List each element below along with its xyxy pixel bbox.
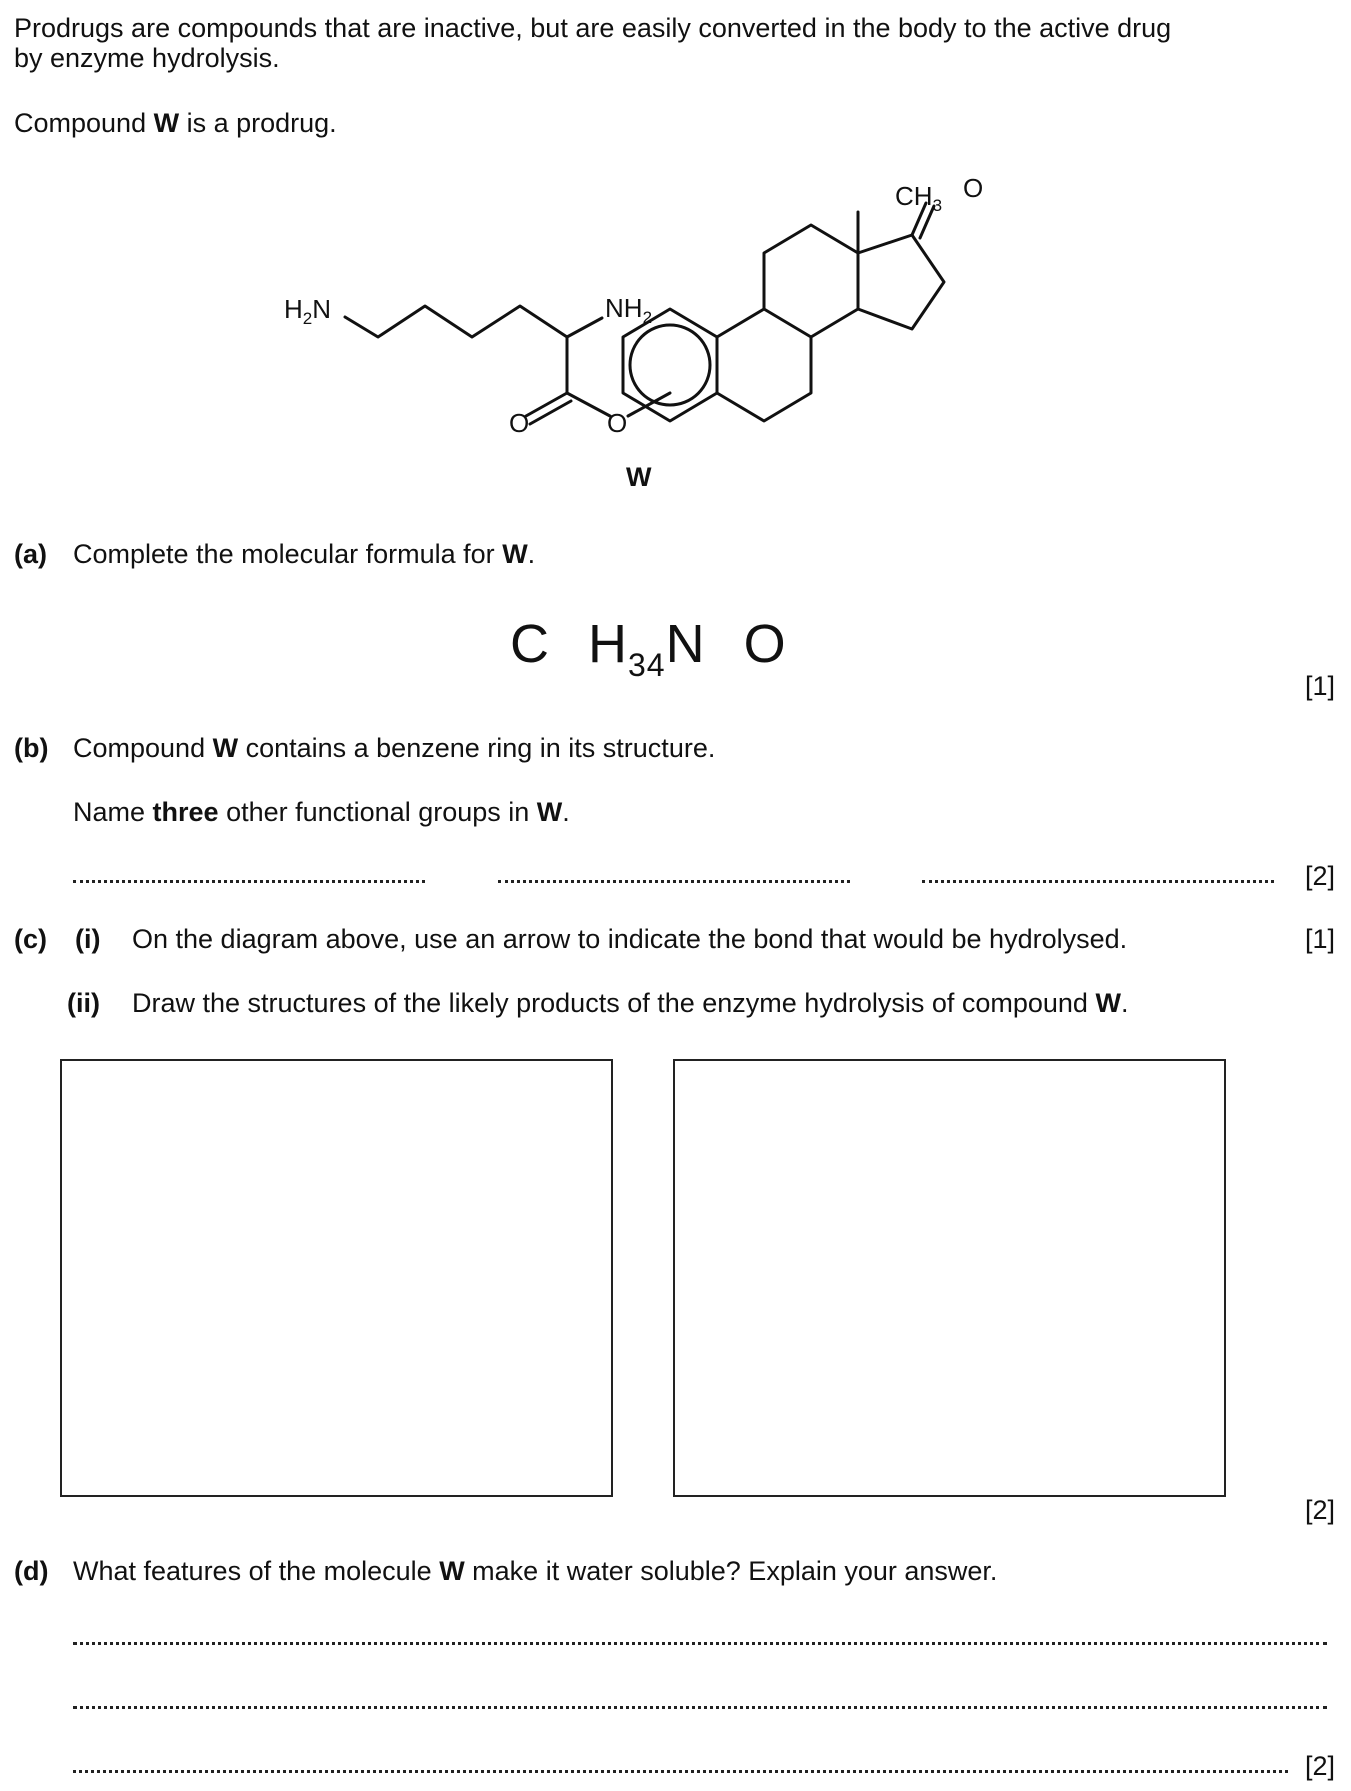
answer-line-d-1[interactable] <box>73 1642 1327 1645</box>
carbonyl-bond-2 <box>530 401 571 424</box>
answer-line-b-2[interactable] <box>498 880 850 883</box>
answer-line-d-3[interactable] <box>73 1770 1288 1773</box>
h2n-label: $H_2N$ <box>284 294 332 328</box>
part-c-i-label: (i) <box>75 924 101 954</box>
part-b-line-1: Compound W contains a benzene ring in its structure. <box>73 733 716 763</box>
answer-box-product-2[interactable] <box>673 1059 1226 1497</box>
part-a-label: (a) <box>14 539 47 569</box>
structure-label-w: W <box>626 462 652 492</box>
answer-line-b-1[interactable] <box>73 880 425 883</box>
intro-line-2: by enzyme hydrolysis. <box>14 43 280 73</box>
ring-b <box>717 309 811 421</box>
part-d-question: What features of the molecule W make it water soluble? Explain your answer. <box>73 1556 998 1586</box>
answer-box-product-1[interactable] <box>60 1059 613 1497</box>
ring-c <box>764 225 858 337</box>
lysine-side-chain <box>345 306 567 393</box>
part-c-i-text: On the diagram above, use an arrow to indicate the bond that would be hydrolysed. <box>132 924 1128 954</box>
answer-line-b-3[interactable] <box>922 880 1274 883</box>
part-c-ii-text: Draw the structures of the likely products of the enzyme hydrolysis of compound W. <box>132 988 1129 1018</box>
answer-line-d-2[interactable] <box>73 1706 1327 1709</box>
part-c-i-mark: [1] <box>1304 924 1335 954</box>
carbonyl-bond-1 <box>526 393 567 416</box>
intro-line-3: Compound W is a prodrug. <box>14 108 337 138</box>
part-b-label: (b) <box>14 733 49 763</box>
intro-line-1: Prodrugs are compounds that are inactive, but are easily converted in the body to the active drug <box>14 13 1172 43</box>
amine-bond <box>567 318 602 337</box>
part-c-label: (c) <box>14 924 47 954</box>
part-c-ii-label: (ii) <box>67 988 100 1018</box>
ch3-label: $CH_3$ <box>895 181 943 215</box>
part-a-question: Complete the molecular formula for W. <box>73 539 536 569</box>
molecular-formula: C $H_{34}N$ O <box>510 614 787 683</box>
part-b-line-2: Name three other functional groups in W. <box>73 797 570 827</box>
part-d-mark: [2] <box>1304 1751 1335 1781</box>
nh2-label: $NH_2$ <box>605 293 653 327</box>
ester-o-label: O <box>607 408 628 438</box>
part-a-mark: [1] <box>1304 671 1335 701</box>
part-d-label: (d) <box>14 1556 49 1586</box>
structure-w-diagram <box>0 160 1351 500</box>
part-b-mark: [2] <box>1304 861 1335 891</box>
part-c-ii-mark: [2] <box>1304 1495 1335 1525</box>
carbonyl-o-label: O <box>509 408 530 438</box>
ring-d <box>858 235 944 329</box>
ketone-o-label: O <box>963 173 984 203</box>
ester-bond-1 <box>567 393 610 416</box>
